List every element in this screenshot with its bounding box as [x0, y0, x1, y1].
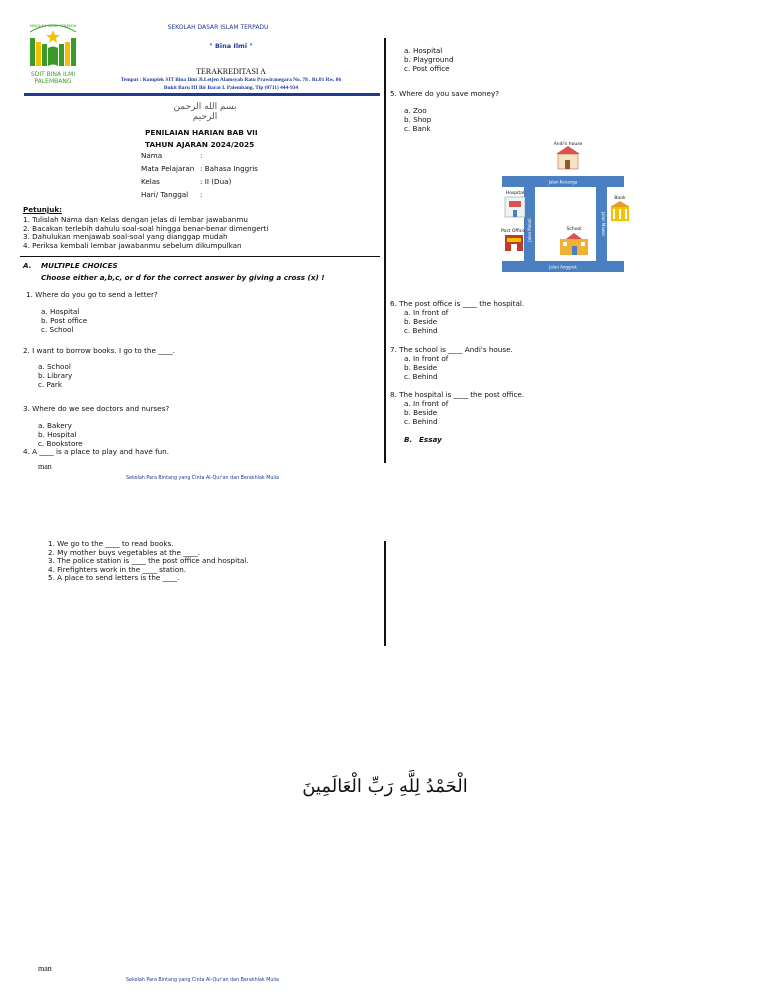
question-5-options [404, 106, 431, 133]
option[interactable]: a. School [38, 362, 71, 371]
question-1-options [41, 307, 87, 334]
basmalah: بسم الله الرحمن الرحيم [173, 102, 237, 122]
logo-city: PALEMBANG [34, 78, 72, 85]
option[interactable]: c. Bookstore [38, 439, 83, 448]
field-value[interactable]: : [200, 190, 203, 199]
field-value: : II (Dua) [200, 177, 232, 186]
footer-man: man [38, 462, 52, 471]
option[interactable]: b. Post office [41, 316, 88, 325]
option[interactable]: a. Hospital [404, 46, 443, 55]
logo-name: SDIT BINA ILMI [30, 71, 76, 78]
question-1: 1. Where do you go to send a letter? [26, 290, 158, 299]
option[interactable]: a. In front of [404, 308, 449, 317]
label-street-right: Jalan Mawar [601, 211, 606, 237]
instructions-heading: Petunjuk: [23, 205, 63, 214]
option[interactable]: b. Shop [404, 115, 432, 124]
instruction-item: 4. Periksa kembali lembar jawabanmu sebelum dikumpulkan [23, 240, 242, 250]
section-divider [20, 256, 380, 257]
option[interactable]: b. Hospital [38, 430, 77, 439]
instruction-item: 3. Dahulukan menjawab soal-soal yang dianggap mudah [23, 232, 228, 241]
option[interactable]: b. Beside [404, 317, 438, 326]
column-divider-page-2 [384, 541, 386, 646]
field-value: : Bahasa Inggris [200, 164, 258, 173]
option[interactable]: c. Behind [404, 417, 438, 426]
exam-year: TAHUN AJARAN 2024/2025 [145, 140, 255, 149]
header-rule [24, 93, 380, 96]
essay-list [48, 540, 249, 583]
field-label: Mata Pelajaran [141, 164, 195, 173]
option[interactable]: c. School [41, 325, 74, 334]
field-row [141, 164, 258, 177]
essay-item: 3. The police station is ____ the post office and hospital. [48, 556, 249, 566]
option[interactable]: a. Hospital [41, 307, 80, 316]
label-street-left: Jalan Melati [527, 218, 532, 242]
exam-title: PENILAIAN HARIAN BAB VII [145, 128, 258, 137]
field-row [141, 177, 232, 190]
section-a-letter: A. [23, 261, 32, 270]
label-street-bottom: Jalan Anggrek [549, 264, 577, 270]
town-map [496, 140, 636, 275]
field-label: Hari/ Tanggal [141, 190, 189, 199]
label-street-top: Jalan Kenanga [548, 179, 578, 185]
question-8-options [404, 399, 448, 426]
question-2-options [38, 362, 72, 389]
address-line-2: Bukit Baru III Ilir Barat I. Palembang. Tlp (0711) 444-934 [163, 85, 299, 91]
option[interactable]: c. Park [38, 380, 63, 389]
option[interactable]: c. Bank [404, 124, 431, 133]
option[interactable]: c. Behind [404, 372, 438, 381]
option[interactable]: c. Post office [404, 64, 450, 73]
question-3-options [38, 421, 83, 448]
essay-item: 5. A place to send letters is the ____. [48, 573, 180, 583]
footer-motto-page-2: Sekolah Para Bintang yang Cinta Al-Qur'an dan Berakhlak Mulia [126, 978, 279, 983]
field-row [141, 190, 203, 203]
hospital-icon [505, 197, 525, 217]
question-4: 4. A ____ is a place to play and have fun. [23, 447, 169, 456]
field-row [141, 151, 203, 164]
label-school: School [566, 227, 582, 232]
address-line-1: Tempat : Komplek SIT Bina Ilmi Jl.Letjen Alamsyah Ratu Prawiranegara No. 78 . Rt.01 Rw. 06 [120, 77, 342, 83]
accreditation: TERAKREDITASI A [196, 67, 266, 76]
instruction-item: 1. Tulislah Nama dan Kelas dengan jelas di lembar jawabanmu [23, 215, 248, 224]
field-value[interactable]: : [200, 151, 203, 160]
section-a-subtitle: Choose either a,b,c, or d for the correct answer by giving a cross (x) ! [41, 273, 325, 282]
question-3: 3. Where do we see doctors and nurses? [23, 404, 170, 413]
option[interactable]: b. Beside [404, 408, 438, 417]
option[interactable]: a. In front of [404, 399, 449, 408]
school-name: " Bina Ilmi " [209, 42, 253, 50]
footer-man-page-2: man [38, 964, 52, 973]
section-a-title: MULTIPLE CHOICES [41, 261, 118, 270]
logo-arc-text: SEKOLAH ISLAM TERPADU [29, 24, 77, 28]
question-8: 8. The hospital is ____ the post office. [390, 390, 525, 399]
question-6-options [404, 308, 448, 335]
question-7-options [404, 354, 448, 381]
question-4-options [404, 46, 454, 73]
instructions-list [23, 216, 268, 250]
footer-motto: Sekolah Para Bintang yang Cinta Al-Qur'an dan Berakhlak Mulia [126, 476, 279, 481]
essay-item: 4. Firefighters work in the ____ station. [48, 564, 187, 574]
label-bank: Bank [614, 196, 626, 201]
section-b-letter: B. [404, 435, 413, 444]
student-fields [141, 151, 258, 203]
section-b-title: Essay [419, 435, 442, 444]
option[interactable]: b. Playground [404, 55, 454, 64]
option[interactable]: a. In front of [404, 354, 449, 363]
field-label: Kelas [141, 177, 160, 186]
column-divider [384, 38, 386, 463]
post-office-icon [505, 235, 523, 251]
closing-prayer: الْحَمْدُ لِلَّهِ رَبِّ الْعَالَمِينَ [302, 776, 468, 797]
option[interactable]: a. Bakery [38, 421, 72, 430]
instruction-item: 2. Bacakan terlebih dahulu soal-soal hingga benar-benar dimengerti [23, 223, 269, 233]
question-6: 6. The post office is ____ the hospital. [390, 299, 525, 308]
question-7: 7. The school is ____ Andi's house. [390, 345, 513, 354]
label-post-office: Post Office [501, 229, 525, 234]
essay-item: 1. We go to the ____ to read books. [48, 539, 174, 548]
school-type: SEKOLAH DASAR ISLAM TERPADU [167, 24, 269, 31]
option[interactable]: b. Library [38, 371, 73, 380]
bank-icon [610, 201, 630, 221]
school-icon [560, 233, 588, 255]
option[interactable]: a. Zoo [404, 106, 427, 115]
essay-item: 2. My mother buys vegetables at the ____. [48, 547, 200, 557]
option[interactable]: b. Beside [404, 363, 438, 372]
option[interactable]: c. Behind [404, 326, 438, 335]
field-label: Nama [141, 151, 163, 160]
label-hospital: Hospital [505, 191, 525, 196]
question-5: 5. Where do you save money? [390, 89, 500, 98]
andi-house-icon [556, 146, 580, 169]
question-2: 2. I want to borrow books. I go to the ____. [23, 346, 175, 355]
label-andi-house: Andi's house [553, 142, 583, 147]
